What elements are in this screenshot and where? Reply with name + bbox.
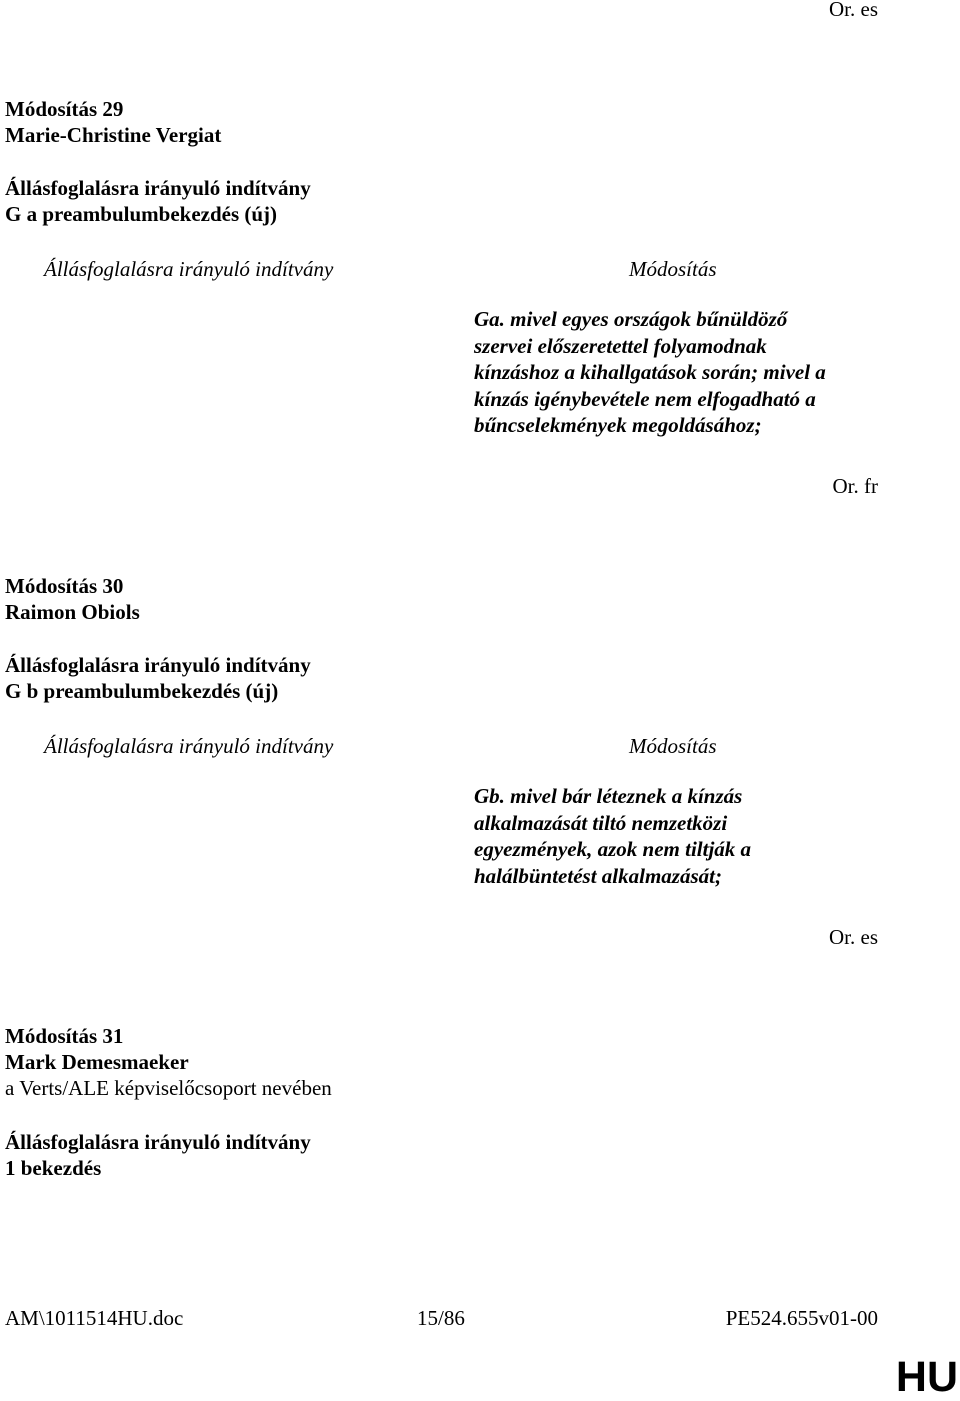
- footer-language-code: HU: [895, 1353, 958, 1401]
- amendment-text-line: halálbüntetést alkalmazását;: [474, 863, 722, 888]
- column-header-right: Módosítás: [629, 257, 717, 281]
- footer-doc-ref: AM\1011514HU.doc: [5, 1306, 184, 1330]
- amendment-text-line: Gb. mivel bár léteznek a kínzás: [474, 784, 743, 808]
- column-header-right: Módosítás: [629, 734, 717, 758]
- amendment-text-line: kínzás igénybevétele nem elfogadható a: [474, 386, 816, 411]
- original-language: Or. fr: [832, 474, 878, 498]
- amendment-number: Módosítás 29: [5, 97, 124, 121]
- amendment-author: Marie-Christine Vergiat: [5, 123, 222, 147]
- amendment-text-line: bűncselekmények megoldásához;: [474, 413, 762, 437]
- amendment-text: [474, 306, 826, 439]
- amendment-group: a Verts/ALE képviselőcsoport nevében: [5, 1076, 332, 1100]
- header-original-language: Or. es: [829, 0, 878, 21]
- amendment-doc-type: Állásfoglalásra irányuló indítvány: [5, 176, 311, 200]
- amendment-author: Mark Demesmaeker: [5, 1050, 189, 1074]
- amendment-text-line: szervei előszeretettel folyamodnak: [474, 333, 767, 358]
- amendment-text-line: egyezmények, azok nem tiltják a: [474, 837, 752, 861]
- column-header-left: Állásfoglalásra irányuló indítvány: [44, 734, 334, 758]
- amendment-text-line: kínzáshoz a kihallgatások során; mivel a: [474, 360, 826, 384]
- original-language: Or. es: [829, 925, 878, 949]
- amendment-text: [474, 783, 751, 889]
- amendment-text-line: Ga. mivel egyes országok bűnüldöző: [474, 307, 788, 331]
- footer-pe-ref: PE524.655v01-00: [725, 1306, 878, 1330]
- amendment-number: Módosítás 31: [5, 1024, 124, 1048]
- amendment-position: 1 bekezdés: [5, 1156, 102, 1180]
- amendment-author: Raimon Obiols: [5, 600, 140, 624]
- amendment-text-line: alkalmazását tiltó nemzetközi: [474, 810, 728, 835]
- amendment-doc-type: Állásfoglalásra irányuló indítvány: [5, 653, 311, 677]
- amendment-doc-type: Állásfoglalásra irányuló indítvány: [5, 1130, 311, 1154]
- amendment-position: G b preambulumbekezdés (új): [5, 679, 279, 703]
- column-header-left: Állásfoglalásra irányuló indítvány: [44, 257, 334, 281]
- amendment-number: Módosítás 30: [5, 574, 124, 598]
- amendment-position: G a preambulumbekezdés (új): [5, 202, 278, 226]
- footer-page-number: 15/86: [417, 1306, 465, 1330]
